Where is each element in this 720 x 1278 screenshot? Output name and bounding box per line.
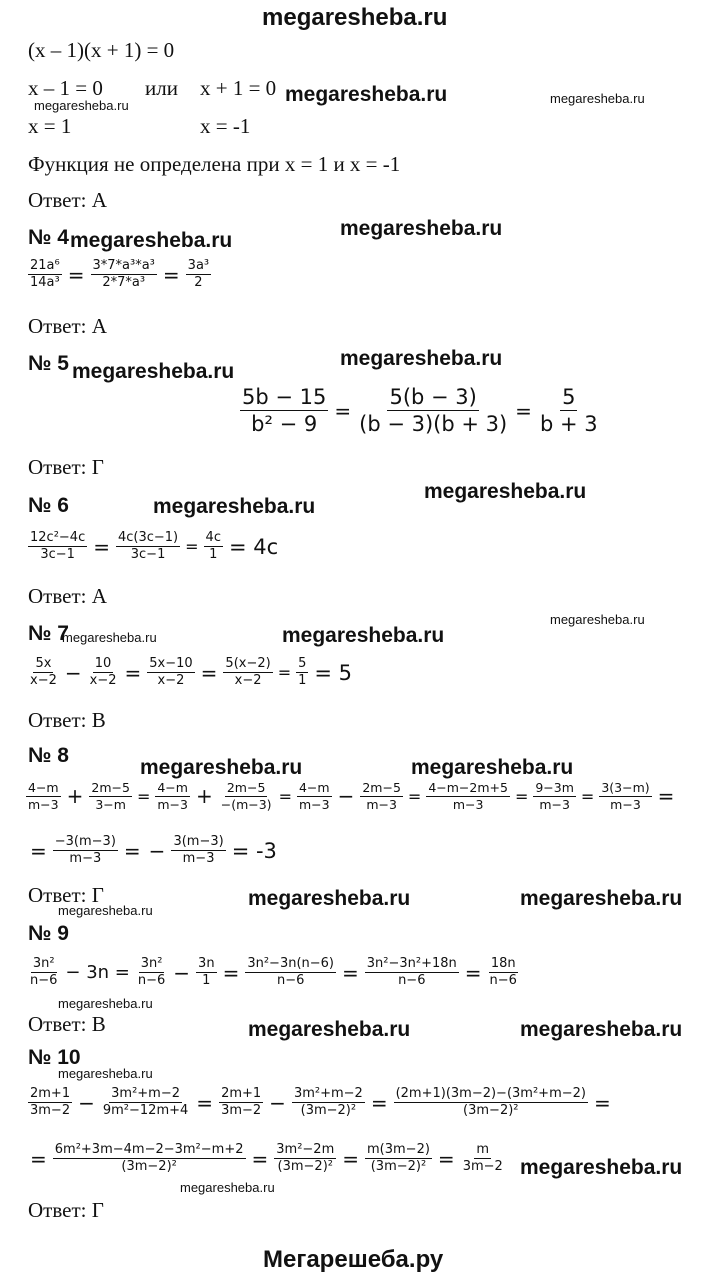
solution-4: $\frac{\text{21a⁶}}{\text{14a³}}$ = $\frac{\text{3*7*a³*a³}}{\text{2*7*a³}}$ = $\frac{\text{3a³}}{2}$ xyxy=(30,258,210,291)
answer-3: Ответ: А xyxy=(28,188,107,212)
answer-6: Ответ: А xyxy=(28,584,107,608)
fraction: $\frac{3(m-3)}{m-3}$ xyxy=(173,834,224,867)
fraction: $\frac{\text{3m²−2m}}{\text{(3m−2)²}}$ xyxy=(276,1142,335,1175)
problem-number-10: № 10 xyxy=(28,1046,81,1069)
watermark-small: megaresheba.ru xyxy=(34,98,129,113)
fraction: $\frac{9-3m}{m-3}$ xyxy=(535,780,574,812)
watermark-small: megaresheba.ru xyxy=(62,630,157,645)
problem-number-4: № 4 xyxy=(28,226,69,249)
answer-9: Ответ: В xyxy=(28,1012,106,1036)
fraction: $\frac{\text{3n²}}{n-6}$ xyxy=(30,956,58,989)
solution-8-line1: $\frac{4-m}{m-3}$ + $\frac{2m-5}{3-m}$ = $\frac{4-m}{m-3}$ + $\frac{2m-5}{-(m-3)}$ = $\frac{4-m}{m-3}$ − $\frac{2m-5}{m-3}$ = $\frac{4-m-2m+5}{m-3}$ = $\frac{9-3m}{m-3}$ = $\frac{3(3-m)}{m-3}$ = xyxy=(28,780,675,812)
fraction: $\frac{3n}{1}$ xyxy=(198,956,215,989)
fraction: $\frac{m}{3m-2}$ xyxy=(462,1142,503,1175)
fraction: $\frac{5x-10}{x-2}$ xyxy=(149,656,193,689)
fraction: $\frac{\text{3m²+m−2}}{\text{9m²−12m+4}}$ xyxy=(102,1086,189,1119)
fraction: $\frac{4c}{1}$ xyxy=(205,530,221,563)
fraction: $\frac{5(b - 3)}{(b - 3)(b + 3)}$ xyxy=(359,385,508,437)
fraction: $\frac{m(3m-2)}{\text{(3m−2)²}}$ xyxy=(367,1142,430,1175)
fraction: $\frac{4c(3c-1)}{3c-1}$ xyxy=(117,530,179,563)
watermark: megaresheba.ru xyxy=(340,347,503,370)
watermark: megaresheba.ru xyxy=(153,495,316,518)
answer-7: Ответ: В xyxy=(28,708,106,732)
solution-7: $\frac{5x}{x-2}$ − $\frac{10}{x-2}$ = $\frac{5x-10}{x-2}$ = $\frac{5(x-2)}{x-2}$ = $\frac{5}{1}$ = 5 xyxy=(30,656,353,689)
fraction: $\frac{18n}{n-6}$ xyxy=(489,956,517,989)
equation-product: (x – 1)(x + 1) = 0 xyxy=(28,38,175,62)
solution-8-line2: = $\frac{-3(m-3)}{m-3}$ = − $\frac{3(m-3)}{m-3}$ = -3 xyxy=(30,834,277,867)
equation-right-factor: x + 1 = 0 xyxy=(200,76,277,100)
fraction: $\frac{\text{3n²−3n²+18n}}{n-6}$ xyxy=(366,956,457,989)
fraction: $\frac{2m+1}{3m-2}$ xyxy=(221,1086,262,1119)
watermark: megaresheba.ru xyxy=(285,83,448,106)
watermark: megaresheba.ru xyxy=(248,887,411,910)
fraction: $\frac{4-m}{m-3}$ xyxy=(157,780,188,812)
answer-5: Ответ: Г xyxy=(28,455,104,479)
solution-6: $\frac{\text{12c²−4c}}{3c-1}$ = $\frac{4c(3c-1)}{3c-1}$ = $\frac{4c}{1}$ = 4c xyxy=(30,530,279,563)
solution-10-line2: = $\frac{\text{6m²+3m−4m−2−3m²−m+2}}{\text{(3m−2)²}}$ = $\frac{\text{3m²−2m}}{\text{(3m−2)²}}$ = $\frac{m(3m-2)}{\text{(3m−2)²}}$ = $\frac{m}{3m-2}$ xyxy=(30,1142,503,1175)
problem-number-6: № 6 xyxy=(28,494,69,517)
fraction: $\frac{5x}{x-2}$ xyxy=(30,656,57,689)
problem-number-8: № 8 xyxy=(28,744,69,767)
watermark-small: megaresheba.ru xyxy=(58,996,153,1011)
watermark: megaresheba.ru xyxy=(248,1018,411,1041)
watermark: megaresheba.ru xyxy=(520,887,683,910)
fraction: $\frac{2m-5}{3-m}$ xyxy=(91,780,130,812)
fraction: $\frac{2m+1}{3m-2}$ xyxy=(30,1086,71,1119)
fraction: $\frac{\text{3*7*a³*a³}}{\text{2*7*a³}}$ xyxy=(92,258,155,291)
fraction: $\frac{2m-5}{m-3}$ xyxy=(362,780,401,812)
fraction: $\frac{\text{3a³}}{2}$ xyxy=(187,258,210,291)
site-title[interactable]: megaresheba.ru xyxy=(262,4,448,31)
watermark-small: megaresheba.ru xyxy=(550,612,645,627)
watermark: megaresheba.ru xyxy=(282,624,445,647)
fraction: $\frac{\text{12c²−4c}}{3c-1}$ xyxy=(30,530,86,563)
equation-left-factor: x – 1 = 0 xyxy=(28,76,103,100)
problem-number-9: № 9 xyxy=(28,922,69,945)
fraction: $\frac{5b - 15}{\text{b² − 9}}$ xyxy=(242,385,327,437)
problem-number-7: № 7 xyxy=(28,622,69,645)
watermark-small: megaresheba.ru xyxy=(180,1180,275,1195)
fraction: $\frac{\text{6m²+3m−4m−2−3m²−m+2}}{\text{(3m−2)²}}$ xyxy=(54,1142,244,1175)
solution-10-line1: $\frac{2m+1}{3m-2}$ − $\frac{\text{3m²+m−2}}{\text{9m²−12m+4}}$ = $\frac{2m+1}{3m-2}$ − $\frac{\text{3m²+m−2}}{\text{(3m−2)²}}$ = $\frac{\text{(2m+1)(3m−2)−(3m²+m−2)}}{\text{(3m−2)²}}$ = xyxy=(30,1086,611,1119)
fraction: $\frac{10}{x-2}$ xyxy=(89,656,117,689)
answer-8: Ответ: Г xyxy=(28,883,104,907)
fraction: $\frac{\text{(2m+1)(3m−2)−(3m²+m−2)}}{\text{(3m−2)²}}$ xyxy=(395,1086,586,1119)
fraction: $\frac{4-m-2m+5}{m-3}$ xyxy=(428,780,508,812)
fraction: $\frac{2m-5}{-(m-3)}$ xyxy=(220,780,272,812)
fraction: $\frac{\text{3m²+m−2}}{\text{(3m−2)²}}$ xyxy=(293,1086,363,1119)
watermark: megaresheba.ru xyxy=(411,756,574,779)
fraction: $\frac{\text{21a⁶}}{\text{14a³}}$ xyxy=(30,258,60,291)
root-one: x = 1 xyxy=(28,114,72,138)
watermark: megaresheba.ru xyxy=(520,1156,683,1179)
answer-4: Ответ: А xyxy=(28,314,107,338)
watermark: megaresheba.ru xyxy=(70,229,233,252)
footer-site-title[interactable]: Мегарешеба.ру xyxy=(263,1246,444,1273)
fraction: $\frac{4-m}{m-3}$ xyxy=(298,780,330,812)
watermark: megaresheba.ru xyxy=(340,217,503,240)
watermark-small: megaresheba.ru xyxy=(58,1066,153,1081)
fraction: $\frac{5}{b + 3}$ xyxy=(539,385,598,437)
fraction: $\frac{\text{3n²}}{n-6}$ xyxy=(137,956,166,989)
answer-10: Ответ: Г xyxy=(28,1198,104,1222)
watermark: megaresheba.ru xyxy=(72,360,235,383)
watermark: megaresheba.ru xyxy=(140,756,303,779)
solution-5: $\frac{5b - 15}{\text{b² − 9}}$ = $\frac{5(b - 3)}{(b - 3)(b + 3)}$ = $\frac{5}{b + 3}$ xyxy=(242,385,598,437)
solution-9: $\frac{\text{3n²}}{n-6}$ − 3n = $\frac{\text{3n²}}{n-6}$ − $\frac{3n}{1}$ = $\frac{\text{3n²−3n(n−6)}}{n-6}$ = $\frac{\text{3n²−3n²+18n}}{n-6}$ = $\frac{18n}{n-6}$ xyxy=(30,956,517,989)
root-minus-one: x = -1 xyxy=(200,114,251,138)
problem-number-5: № 5 xyxy=(28,352,69,375)
fraction: $\frac{5}{1}$ xyxy=(298,656,307,689)
watermark: megaresheba.ru xyxy=(424,480,587,503)
domain-note: Функция не определена при x = 1 и x = -1 xyxy=(28,152,401,176)
watermark: megaresheba.ru xyxy=(520,1018,683,1041)
watermark-small: megaresheba.ru xyxy=(550,91,645,106)
watermark-small: megaresheba.ru xyxy=(58,903,153,918)
fraction: $\frac{5(x-2)}{x-2}$ xyxy=(225,656,271,689)
fraction: $\frac{3(3-m)}{m-3}$ xyxy=(601,780,650,812)
conjunction-or: или xyxy=(145,76,178,100)
fraction: $\frac{4-m}{m-3}$ xyxy=(28,780,59,812)
fraction: $\frac{\text{3n²−3n(n−6)}}{n-6}$ xyxy=(247,956,334,989)
fraction: $\frac{-3(m-3)}{m-3}$ xyxy=(54,834,116,867)
